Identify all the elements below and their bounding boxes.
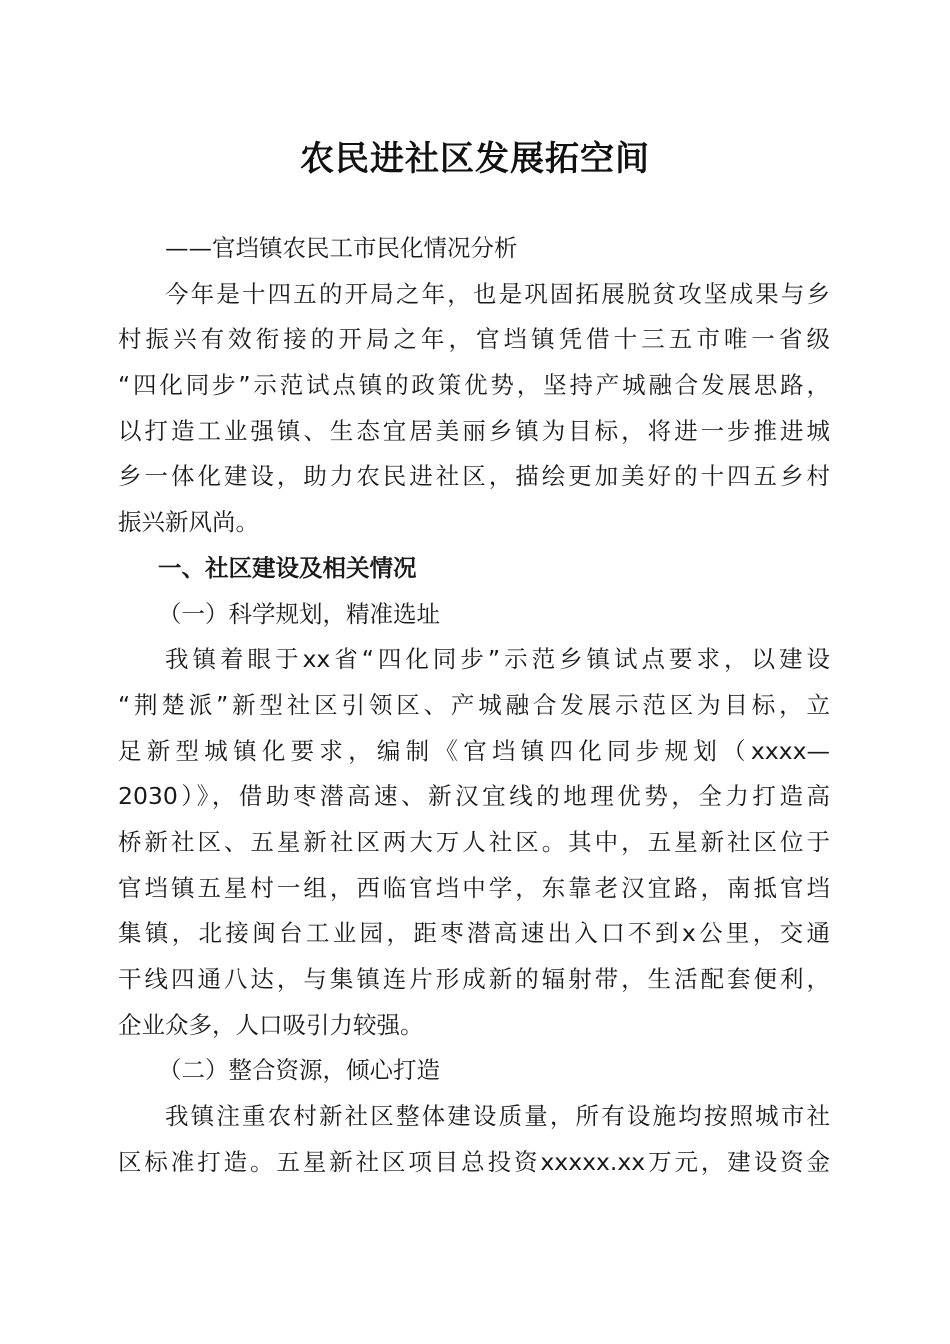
paragraph-line: 区标准打造。五星新社区项目总投资xxxxx.xx万元，建设资金 (118, 1147, 830, 1176)
paragraph-line: 官垱镇五星村一组，西临官垱中学，东靠老汉宜路，南抵官垱 (118, 873, 830, 902)
paragraph-line: 集镇，北接闽台工业园，距枣潜高速出入口不到x公里，交通 (118, 919, 830, 948)
paragraph-line: “荆楚派”新型社区引领区、产城融合发展示范区为目标，立 (118, 690, 830, 719)
subtitle-line: ——官垱镇农民工市民化情况分析 (165, 234, 518, 262)
paragraph-line: 干线四通八达，与集镇连片形成新的辐射带，生活配套便利， (118, 965, 830, 993)
subsection-heading: （二）整合资源，倾心打造 (158, 1056, 440, 1085)
paragraph-line: 以打造工业强镇、生态宜居美丽乡镇为目标，将进一步推进城 (118, 416, 830, 445)
paragraph-line: 今年是十四五的开局之年，也是巩固拓展脱贫攻坚成果与乡 (165, 279, 830, 308)
paragraph-line: 乡一体化建设，助力农民进社区，描绘更加美好的十四五乡村 (118, 462, 830, 491)
paragraph-line: 振兴新风尚。 (118, 508, 259, 537)
document-body (118, 226, 830, 1185)
section-heading: 一、社区建设及相关情况 (158, 553, 417, 582)
document-title: 农民进社区发展拓空间 (300, 139, 650, 179)
paragraph-line: 我镇着眼于xx省“四化同步”示范乡镇试点要求，以建设 (165, 645, 830, 674)
paragraph-line: “四化同步”示范试点镇的政策优势，坚持产城融合发展思路， (118, 371, 830, 400)
paragraph-line: 桥新社区、五星新社区两大万人社区。其中，五星新社区位于 (118, 827, 830, 856)
paragraph-line: 我镇注重农村新社区整体建设质量，所有设施均按照城市社 (165, 1102, 830, 1131)
subsection-heading: （一）科学规划，精准选址 (158, 599, 440, 628)
paragraph-line: 企业众多，人口吸引力较强。 (118, 1010, 424, 1039)
paragraph-line: 村振兴有效衔接的开局之年，官垱镇凭借十三五市唯一省级 (118, 325, 830, 354)
paragraph-line: 足新型城镇化要求，编制《官垱镇四化同步规划（xxxx— (118, 736, 830, 765)
paragraph-line: 2030）》，借助枣潜高速、新汉宜线的地理优势，全力打造高 (118, 782, 830, 811)
